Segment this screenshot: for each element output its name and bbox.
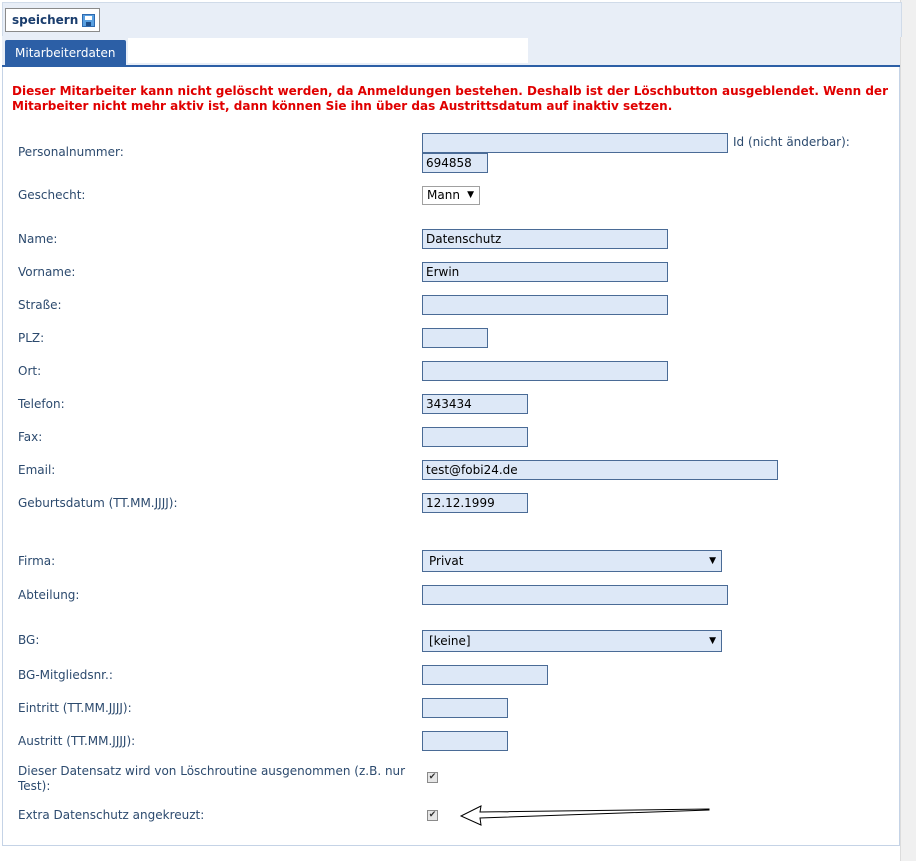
loeschroutine-label: Dieser Datensatz wird von Löschroutine ausgenommen (z.B. nur Test): bbox=[18, 764, 406, 793]
save-label: speichern bbox=[12, 13, 79, 27]
telefon-input[interactable]: 343434 bbox=[422, 394, 528, 414]
check-icon: ✔ bbox=[428, 772, 437, 782]
tab-mitarbeiterdaten[interactable]: Mitarbeiterdaten bbox=[5, 40, 126, 65]
abteilung-label: Abteilung: bbox=[18, 588, 80, 602]
form-panel bbox=[2, 67, 900, 846]
vorname-label: Vorname: bbox=[18, 265, 76, 279]
check-icon: ✔ bbox=[428, 810, 437, 820]
name-label: Name: bbox=[18, 232, 58, 246]
bg-label: BG: bbox=[18, 633, 40, 647]
chevron-down-icon: ▼ bbox=[709, 636, 716, 646]
toolbar-area bbox=[2, 2, 902, 37]
geschlecht-label: Geschecht: bbox=[18, 188, 86, 202]
vertical-scrollbar[interactable] bbox=[900, 0, 916, 861]
plz-input[interactable] bbox=[422, 328, 488, 348]
bg-select[interactable]: [keine] ▼ bbox=[422, 630, 722, 652]
geburtsdatum-label: Geburtsdatum (TT.MM.JJJJ): bbox=[18, 496, 178, 510]
vorname-input[interactable]: Erwin bbox=[422, 262, 668, 282]
warning-message: Dieser Mitarbeiter kann nicht gelöscht werden, da Anmeldungen bestehen. Deshalb ist der Löschbutton ausgeblendet. Wenn der Mitarbeiter nicht mehr aktiv ist, dann können Sie ihn über das Austrittsdatum auf inaktiv setzen. bbox=[12, 84, 888, 113]
firma-select[interactable]: Privat ▼ bbox=[422, 550, 722, 572]
ort-input[interactable] bbox=[422, 361, 668, 381]
redacted-area bbox=[128, 38, 528, 63]
fax-input[interactable] bbox=[422, 427, 528, 447]
austritt-label: Austritt (TT.MM.JJJJ): bbox=[18, 734, 136, 748]
abteilung-input[interactable] bbox=[422, 585, 728, 605]
email-label: Email: bbox=[18, 463, 56, 477]
id-label: Id (nicht änderbar): bbox=[733, 135, 850, 149]
extra-datenschutz-checkbox[interactable] bbox=[427, 810, 438, 821]
name-input[interactable]: Datenschutz bbox=[422, 229, 668, 249]
extra-datenschutz-label: Extra Datenschutz angekreuzt: bbox=[18, 808, 205, 822]
fax-label: Fax: bbox=[18, 430, 43, 444]
telefon-label: Telefon: bbox=[18, 397, 65, 411]
chevron-down-icon: ▼ bbox=[709, 556, 716, 566]
strasse-label: Straße: bbox=[18, 298, 62, 312]
geschlecht-select[interactable]: Mann ▼ bbox=[422, 186, 480, 205]
bg-mitgliedsnr-input[interactable] bbox=[422, 665, 548, 685]
ort-label: Ort: bbox=[18, 364, 42, 378]
personalnummer-input[interactable] bbox=[422, 133, 728, 153]
plz-label: PLZ: bbox=[18, 331, 45, 345]
eintritt-input[interactable] bbox=[422, 698, 508, 718]
loeschroutine-checkbox[interactable] bbox=[427, 772, 438, 783]
strasse-input[interactable] bbox=[422, 295, 668, 315]
email-input[interactable]: test@fobi24.de bbox=[422, 460, 778, 480]
save-button[interactable] bbox=[5, 8, 100, 32]
annotation-arrow-icon bbox=[455, 800, 715, 830]
floppy-disk-icon bbox=[82, 14, 95, 27]
eintritt-label: Eintritt (TT.MM.JJJJ): bbox=[18, 701, 132, 715]
bg-mitgliedsnr-label: BG-Mitgliedsnr.: bbox=[18, 668, 113, 682]
id-value: 694858 bbox=[422, 153, 488, 173]
personalnummer-label: Personalnummer: bbox=[18, 145, 124, 159]
chevron-down-icon: ▼ bbox=[467, 190, 474, 200]
austritt-input[interactable] bbox=[422, 731, 508, 751]
firma-label: Firma: bbox=[18, 554, 56, 568]
geburtsdatum-input[interactable]: 12.12.1999 bbox=[422, 493, 528, 513]
